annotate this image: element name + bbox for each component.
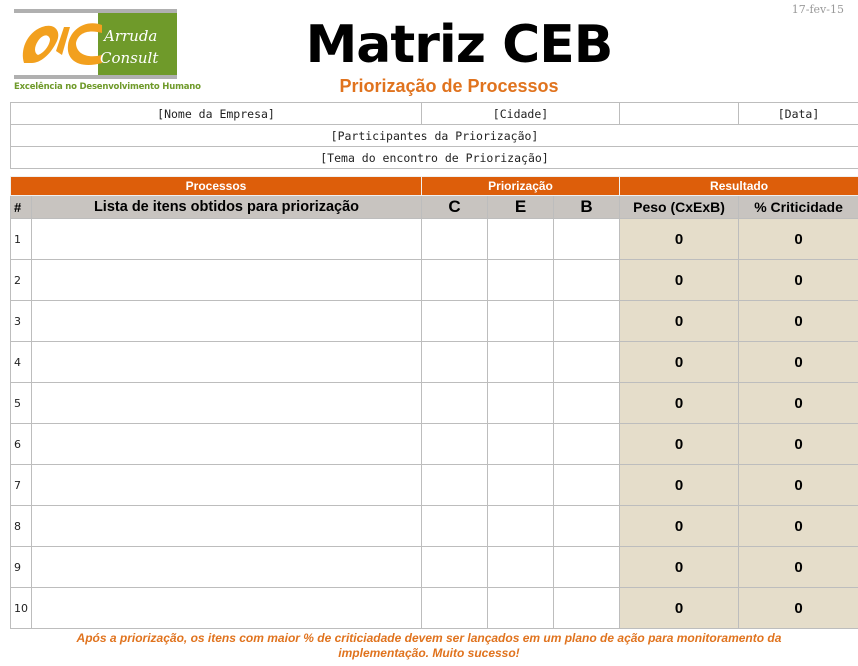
c-score-cell[interactable]: [422, 342, 488, 383]
info-row-theme: [11, 147, 858, 169]
e-score-cell[interactable]: [488, 219, 554, 260]
criticidade-cell: 0: [739, 383, 858, 424]
peso-cell: 0: [620, 301, 739, 342]
col-criticidade: % Criticidade: [739, 196, 858, 219]
peso-cell: 0: [620, 260, 739, 301]
row-number: 1: [11, 219, 32, 260]
criticidade-cell: 0: [739, 342, 858, 383]
city-field[interactable]: [Cidade]: [422, 103, 620, 125]
group-priorizacao: Priorização: [422, 177, 620, 196]
theme-field[interactable]: [Tema do encontro de Priorização]: [11, 147, 858, 169]
logo-word-arruda: Arruda: [104, 27, 158, 45]
e-score-cell[interactable]: [488, 383, 554, 424]
group-header-row: [11, 177, 858, 196]
c-score-cell[interactable]: [422, 424, 488, 465]
criticidade-cell: 0: [739, 301, 858, 342]
item-cell[interactable]: [32, 465, 422, 506]
e-score-cell[interactable]: [488, 342, 554, 383]
group-processos: Processos: [11, 177, 422, 196]
footnote: Após a priorização, os itens com maior % de criticiadade devem ser lançados em um plano de ação para monitoramento da implementação. Muito sucesso!: [76, 631, 782, 660]
item-cell[interactable]: [32, 219, 422, 260]
col-lista: Lista de itens obtidos para priorização: [32, 196, 422, 219]
c-score-cell[interactable]: [422, 260, 488, 301]
company-name-field[interactable]: [Nome da Empresa]: [11, 103, 422, 125]
criticidade-cell: 0: [739, 506, 858, 547]
col-e: E: [488, 196, 554, 219]
row-number: 8: [11, 506, 32, 547]
item-cell[interactable]: [32, 260, 422, 301]
item-cell[interactable]: [32, 547, 422, 588]
c-score-cell[interactable]: [422, 301, 488, 342]
info-row-participants: [11, 125, 858, 147]
item-cell[interactable]: [32, 383, 422, 424]
e-score-cell[interactable]: [488, 301, 554, 342]
row-number: 9: [11, 547, 32, 588]
c-score-cell[interactable]: [422, 219, 488, 260]
participants-field[interactable]: [Participantes da Priorização]: [11, 125, 858, 147]
row-number: 2: [11, 260, 32, 301]
b-score-cell[interactable]: [554, 465, 620, 506]
page-subtitle: Priorização de Processos: [339, 76, 559, 96]
b-score-cell[interactable]: [554, 260, 620, 301]
logo-tagline: Excelência no Desenvolvimento Humano: [14, 82, 201, 92]
peso-cell: 0: [620, 506, 739, 547]
c-score-cell[interactable]: [422, 465, 488, 506]
date-field[interactable]: [Data]: [739, 103, 858, 125]
date-stamp: 17-fev-15: [791, 3, 844, 16]
e-score-cell[interactable]: [488, 424, 554, 465]
c-score-cell[interactable]: [422, 506, 488, 547]
matrix-body: [11, 219, 858, 629]
peso-cell: 0: [620, 465, 739, 506]
c-score-cell[interactable]: [422, 383, 488, 424]
item-cell[interactable]: [32, 342, 422, 383]
table-row: [11, 342, 858, 383]
e-score-cell[interactable]: [488, 547, 554, 588]
criticidade-cell: 0: [739, 424, 858, 465]
table-row: [11, 547, 858, 588]
row-number: 10: [11, 588, 32, 629]
table-row: [11, 219, 858, 260]
peso-cell: 0: [620, 383, 739, 424]
criticidade-cell: 0: [739, 260, 858, 301]
table-row: [11, 588, 858, 629]
logo-word-consult: Consult: [100, 49, 159, 67]
table-row: [11, 301, 858, 342]
row-number: 5: [11, 383, 32, 424]
priority-matrix-table: [10, 176, 858, 629]
item-cell[interactable]: [32, 301, 422, 342]
b-score-cell[interactable]: [554, 547, 620, 588]
info-table: [10, 102, 858, 169]
b-score-cell[interactable]: [554, 342, 620, 383]
e-score-cell[interactable]: [488, 506, 554, 547]
item-cell[interactable]: [32, 506, 422, 547]
peso-cell: 0: [620, 342, 739, 383]
b-score-cell[interactable]: [554, 588, 620, 629]
c-score-cell[interactable]: [422, 588, 488, 629]
item-cell[interactable]: [32, 424, 422, 465]
b-score-cell[interactable]: [554, 301, 620, 342]
b-score-cell[interactable]: [554, 383, 620, 424]
peso-cell: 0: [620, 588, 739, 629]
c-score-cell[interactable]: [422, 547, 488, 588]
info-row-header: [11, 103, 858, 125]
group-resultado: Resultado: [620, 177, 858, 196]
row-number: 3: [11, 301, 32, 342]
col-c: C: [422, 196, 488, 219]
column-header-row: [11, 196, 858, 219]
b-score-cell[interactable]: [554, 219, 620, 260]
col-b: B: [554, 196, 620, 219]
blank-field[interactable]: [620, 103, 739, 125]
criticidade-cell: 0: [739, 219, 858, 260]
row-number: 4: [11, 342, 32, 383]
criticidade-cell: 0: [739, 588, 858, 629]
peso-cell: 0: [620, 547, 739, 588]
item-cell[interactable]: [32, 588, 422, 629]
peso-cell: 0: [620, 219, 739, 260]
col-peso: Peso (CxExB): [620, 196, 739, 219]
peso-cell: 0: [620, 424, 739, 465]
b-score-cell[interactable]: [554, 506, 620, 547]
criticidade-cell: 0: [739, 465, 858, 506]
b-score-cell[interactable]: [554, 424, 620, 465]
table-row: [11, 465, 858, 506]
table-row: [11, 260, 858, 301]
table-row: [11, 506, 858, 547]
table-row: [11, 383, 858, 424]
e-score-cell[interactable]: [488, 465, 554, 506]
e-score-cell[interactable]: [488, 260, 554, 301]
criticidade-cell: 0: [739, 547, 858, 588]
row-number: 7: [11, 465, 32, 506]
col-num: #: [11, 196, 32, 219]
page-title: Matriz CEB: [305, 15, 613, 75]
table-row: [11, 424, 858, 465]
row-number: 6: [11, 424, 32, 465]
e-score-cell[interactable]: [488, 588, 554, 629]
